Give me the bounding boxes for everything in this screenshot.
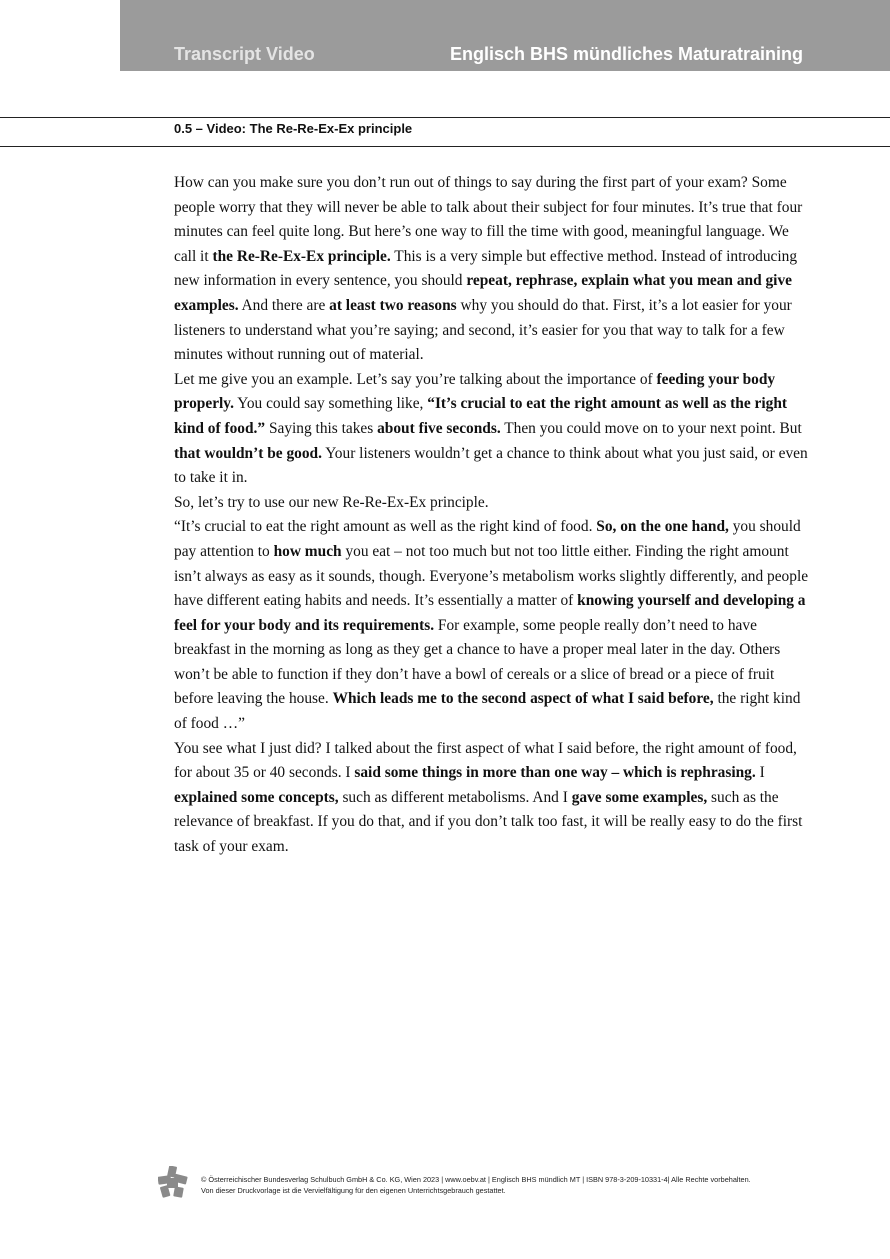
emphasized-text: said some things in more than one way – which is rephrasing. xyxy=(354,764,756,782)
header-course-title: Englisch BHS mündliches Maturatraining xyxy=(450,44,804,64)
title-rule-bottom xyxy=(0,146,890,147)
text-run: Let me give you an example. Let’s say you’re talking about the importance of xyxy=(174,370,657,388)
footer-copyright xyxy=(201,1175,751,1196)
footer-line-2: Von dieser Druckvorlage ist die Vervielfältigung für den eigenen Unterrichtsgebrauch gestattet. xyxy=(201,1185,506,1195)
header-doc-type: Transcript Video xyxy=(174,44,315,64)
text-run: Then you could move on to your next point. But xyxy=(500,419,802,437)
transcript-paragraph xyxy=(174,515,814,736)
transcript-paragraph xyxy=(174,737,814,860)
text-run: For example, some people really don’t need to have breakfast in the morning as long as they get a chance to have a proper meal later in the day. Others won’t be able to function if they don’t have a bowl of cereals or a slice of bread or a piece of fruit before leaving the house. xyxy=(174,616,781,708)
section-title: 0.5 – Video: The Re-Re-Ex-Ex principle xyxy=(174,121,413,136)
text-run: You could say something like, xyxy=(234,395,428,413)
publisher-logo-icon xyxy=(158,1166,188,1198)
transcript-paragraph xyxy=(174,368,814,491)
emphasized-text: feeding your body properly. xyxy=(174,370,776,413)
footer-line-1: © Österreichischer Bundesverlag Schulbuch GmbH & Co. KG, Wien 2023 | www.oebv.at | Englisch BHS mündlich MT | ISBN 978-3-209-10331-4| Alle Rechte vorbehalten. xyxy=(201,1175,751,1184)
emphasized-text: So, on the one hand, xyxy=(596,518,729,536)
emphasized-text: Which leads me to the second aspect of what I said before, xyxy=(332,690,714,708)
text-run: you eat – not too much but not too little either. Finding the right amount isn’t always as easy as it sounds, though. Everyone’s metabolism works slightly differently, and people have different eating habits and needs. It’s essentially a matter of xyxy=(174,542,809,610)
emphasized-text: that wouldn’t be good. xyxy=(174,444,322,462)
title-rule-top xyxy=(0,117,890,118)
transcript-body xyxy=(174,171,814,860)
emphasized-text: “It’s crucial to eat the right amount as well as the right kind of food.” xyxy=(174,395,788,437)
text-run: “It’s crucial to eat the right amount as well as the right kind of food. xyxy=(174,518,597,536)
text-run: You see what I just did? I talked about the first aspect of what I said before, the right amount of food, for about 35 or 40 seconds. I xyxy=(174,739,797,782)
text-run: Saying this takes xyxy=(265,419,378,437)
text-run: So, let’s try to use our new Re-Re-Ex-Ex principle. xyxy=(174,493,489,511)
text-run: This is a very simple but effective method. Instead of introducing new information in every sentence, you should xyxy=(174,247,798,290)
text-run: Your listeners wouldn’t get a chance to think about what you just said, or even to take it in. xyxy=(174,444,808,487)
emphasized-text: knowing yourself and developing a feel for your body and its requirements. xyxy=(174,592,806,634)
transcript-paragraph xyxy=(174,491,814,516)
emphasized-text: how much xyxy=(273,542,342,560)
text-run: you should pay attention to xyxy=(174,518,801,560)
emphasized-text: gave some examples, xyxy=(571,788,708,806)
text-run: the right kind of food …” xyxy=(174,690,801,733)
emphasized-text: repeat, rephrase, explain what you mean and give examples. xyxy=(174,272,792,314)
text-run: I xyxy=(755,764,765,782)
emphasized-text: about five seconds. xyxy=(377,419,501,437)
emphasized-text: the Re-Re-Ex-Ex principle. xyxy=(212,247,391,265)
text-run: such as the relevance of breakfast. If you do that, and if you don’t talk too fast, it will be really easy to do the first task of your exam. xyxy=(174,788,803,856)
transcript-paragraph xyxy=(174,171,814,368)
text-run: such as different metabolisms. And I xyxy=(338,788,572,806)
emphasized-text: at least two reasons xyxy=(329,296,457,314)
emphasized-text: explained some concepts, xyxy=(174,788,339,806)
text-run: How can you make sure you don’t run out of things to say during the first part of your exam? Some people worry that they will never be able to talk about their subject for four minutes. It’s true that four minutes can feel quite long. But here’s one way to fill the time with good, meaningful language. We call it xyxy=(174,174,803,265)
text-run: And there are xyxy=(238,296,330,314)
text-run: why you should do that. First, it’s a lot easier for your listeners to understand what you’re saying; and second, it’s easier for you that way to talk for a few minutes without running out of material. xyxy=(174,296,792,364)
